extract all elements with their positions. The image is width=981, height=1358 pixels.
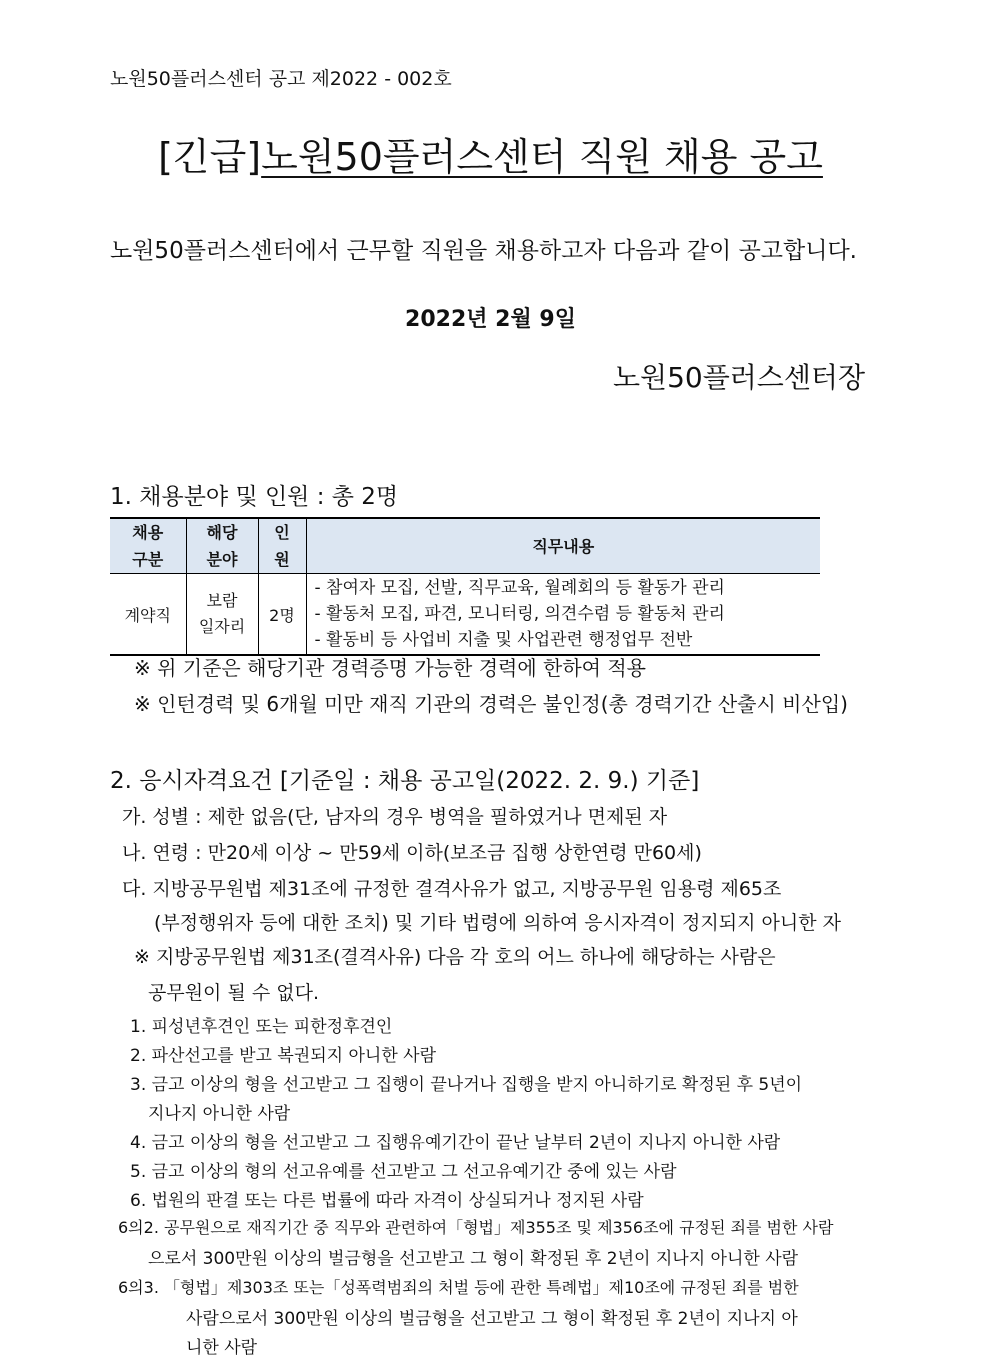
note-career: ※ 위 기준은 해당기관 경력증명 가능한 경력에 한하여 적용 <box>134 656 646 680</box>
duty-item: - 활동비 등 사업비 지출 및 사업관련 행정업무 전반 <box>314 630 693 650</box>
title-prefix: [긴급] <box>158 135 262 179</box>
header-count: 인 원 <box>258 518 306 574</box>
list-item-cont: 사람으로서 300만원 이상의 벌금형을 선고받고 그 형이 확정된 후 2년이 지나지 아 <box>186 1309 798 1329</box>
cell-type: 계약직 <box>110 574 186 656</box>
list-item: 3. 금고 이상의 형을 선고받고 그 집행이 끝나거나 집행을 받지 아니하기로 확정된 후 5년이 <box>130 1075 803 1095</box>
header-duties: 직무내용 <box>306 518 820 574</box>
header-type: 채용 구분 <box>110 518 186 574</box>
cell-duties <box>306 574 820 656</box>
requirement-note-cont: 공무원이 될 수 없다. <box>148 982 319 1004</box>
list-item: 2. 파산선고를 받고 복권되지 아니한 사람 <box>130 1046 436 1066</box>
signer: 노원50플러스센터장 <box>612 361 865 394</box>
section2-heading: 2. 응시자격요건 [기준일 : 채용 공고일(2022. 2. 9.) 기준] <box>110 768 700 794</box>
duty-item: - 활동처 모집, 파견, 모니터링, 의견수렴 등 활동처 관리 <box>314 604 725 624</box>
list-item-cont: 지나지 아니한 사람 <box>148 1104 291 1124</box>
list-item: 6의2. 공무원으로 재직기간 중 직무와 관련하여「형법」제355조 및 제356조에 규정된 죄를 범한 사람 <box>118 1218 834 1237</box>
list-item: 4. 금고 이상의 형을 선고받고 그 집행유예기간이 끝난 날부터 2년이 지나지 아니한 사람 <box>130 1133 781 1153</box>
section1-heading: 1. 채용분야 및 인원 : 총 2명 <box>110 484 399 510</box>
title-main: 노원50플러스센터 직원 채용 공고 <box>261 135 823 179</box>
list-item: 5. 금고 이상의 형의 선고유예를 선고받고 그 선고유예기간 중에 있는 사람 <box>130 1162 677 1182</box>
list-item: 6. 법원의 판결 또는 다른 법률에 따라 자격이 상실되거나 정지된 사람 <box>130 1191 644 1211</box>
table-row <box>110 574 820 656</box>
requirement-age: 나. 연령 : 만20세 이상 ~ 만59세 이하(보조금 집행 상한연령 만60세) <box>122 842 702 864</box>
cell-count: 2명 <box>258 574 306 656</box>
notice-date: 2022년 2월 9일 <box>405 307 576 332</box>
page-title <box>0 126 981 181</box>
header-field: 해당 분야 <box>186 518 258 574</box>
duty-item: - 참여자 모집, 선발, 직무교육, 월례회의 등 활동가 관리 <box>314 578 725 598</box>
list-item: 1. 피성년후견인 또는 피한정후견인 <box>130 1017 393 1037</box>
requirement-law: 다. 지방공무원법 제31조에 규정한 결격사유가 없고, 지방공무원 임용령 제65조 <box>122 878 782 900</box>
intro-text: 노원50플러스센터에서 근무할 직원을 채용하고자 다음과 같이 공고합니다. <box>110 238 857 264</box>
list-item-cont: 니한 사람 <box>186 1338 258 1358</box>
table-header-row <box>110 518 820 574</box>
requirement-law-cont: (부정행위자 등에 대한 조치) 및 기타 법령에 의하여 응시자격이 정지되지 아니한 자 <box>154 912 841 934</box>
cell-field: 보람 일자리 <box>186 574 258 656</box>
note-intern: ※ 인턴경력 및 6개월 미만 재직 기관의 경력은 불인정(총 경력기간 산출시 비산입) <box>134 692 848 716</box>
list-item-cont: 으로서 300만원 이상의 벌금형을 선고받고 그 형이 확정된 후 2년이 지나지 아니한 사람 <box>148 1249 799 1269</box>
recruitment-table <box>110 517 820 656</box>
list-item: 6의3. 「형법」제303조 또는「성폭력범죄의 처벌 등에 관한 특례법」제10조에 규정된 죄를 범한 <box>118 1278 799 1297</box>
requirement-gender: 가. 성별 : 제한 없음(단, 남자의 경우 병역을 필하였거나 면제된 자 <box>122 806 668 828</box>
notice-number: 노원50플러스센터 공고 제2022 - 002호 <box>110 68 452 90</box>
requirement-note: ※ 지방공무원법 제31조(결격사유) 다음 각 호의 어느 하나에 해당하는 사람은 <box>134 946 776 968</box>
